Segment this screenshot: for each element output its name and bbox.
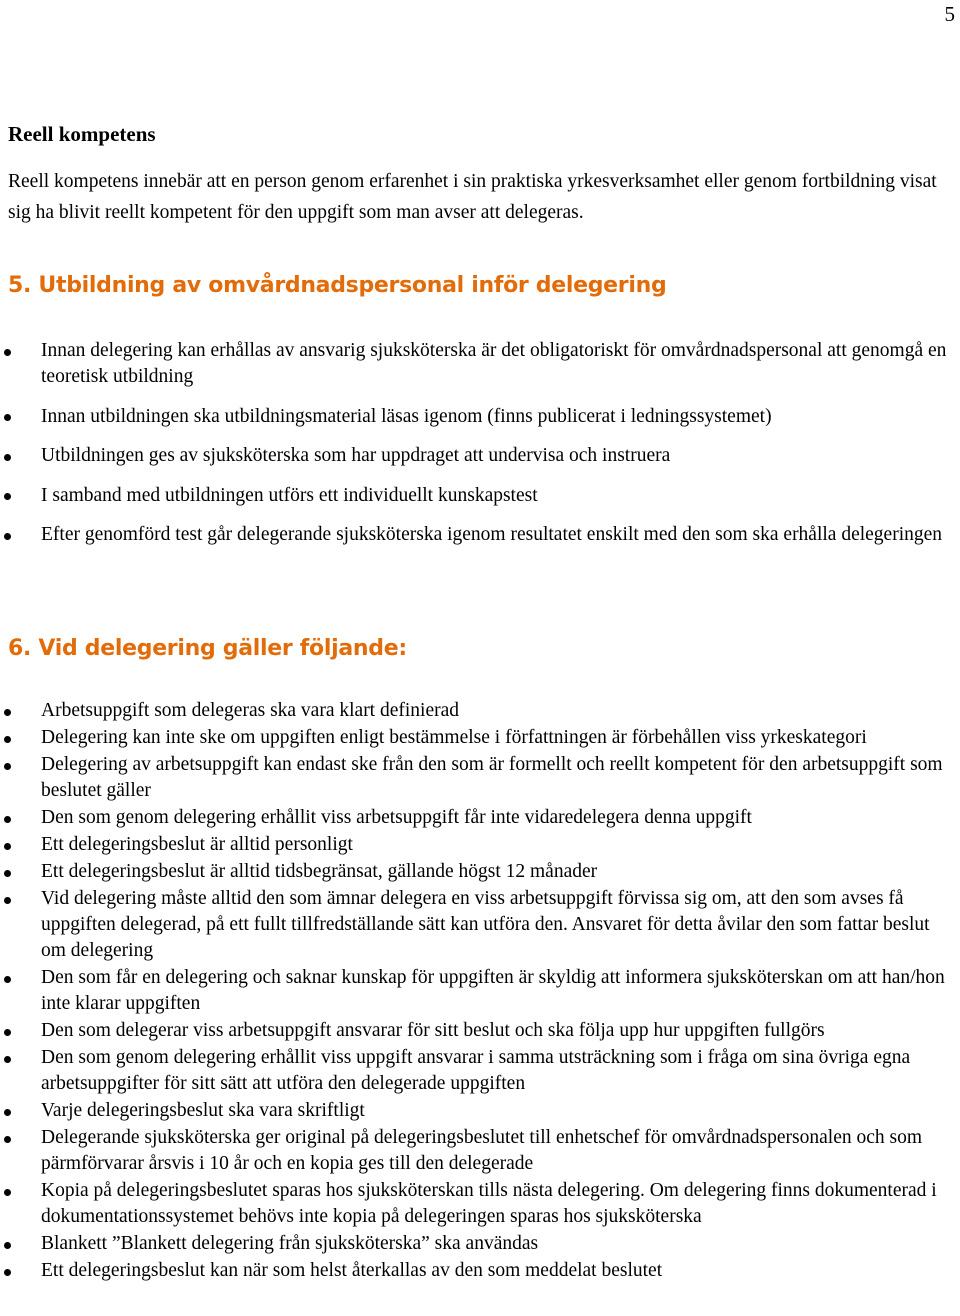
bullet-icon (4, 843, 11, 850)
list-item-text: Den som genom delegering erhållit viss uppgift ansvarar i samma utsträckning som i fråga om sina övriga egna arbetsuppgifter för sitt sätt att utföra den delegerade uppgiften (41, 1047, 911, 1094)
list-item (0, 832, 958, 858)
list-item-text: Ett delegeringsbeslut kan när som helst återkallas av den som meddelat beslutet (41, 1260, 663, 1281)
reell-kompetens-heading: Reell kompetens (8, 122, 156, 146)
bullet-icon (4, 1189, 11, 1196)
bullet-icon (4, 897, 11, 904)
list-item-text: Efter genomförd test går delegerande sjuksköterska igenom resultatet enskilt med den som ska erhålla delegeringen (41, 524, 943, 545)
bullet-icon (4, 1109, 11, 1116)
list-item (0, 965, 958, 1017)
list-item (0, 725, 958, 751)
list-item-text: Vid delegering måste alltid den som ämnar delegera en viss arbetsuppgift förvissa sig om, att den som avses få uppgiften delegerad, på ett fullt tillfredställande sätt kan utföra den. Ansvaret för detta åvilar den som fattar beslut om delegering (41, 888, 930, 961)
list-item (0, 1125, 958, 1177)
list-item-text: Arbetsuppgift som delegeras ska vara klart definierad (41, 700, 460, 721)
list-item-text: Utbildningen ges av sjuksköterska som har uppdraget att undervisa och instruera (41, 445, 671, 466)
list-item-text: Ett delegeringsbeslut är alltid personligt (41, 834, 353, 855)
bullet-icon (4, 1269, 11, 1276)
list-item-text: Ett delegeringsbeslut är alltid tidsbegränsat, gällande högst 12 månader (41, 861, 598, 882)
list-item-text: Blankett ”Blankett delegering från sjuksköterska” ska användas (41, 1233, 539, 1254)
list-item-text: Delegerande sjuksköterska ger original på delegeringsbeslutet till enhetschef för omvårdnadspersonalen och som pärmförvarar årsvis i 10 år och en kopia ges till den delegerade (41, 1127, 923, 1174)
list-item (0, 1045, 958, 1097)
bullet-icon (4, 736, 11, 743)
list-item (0, 1018, 958, 1044)
list-item (0, 886, 958, 964)
bullet-icon (4, 493, 11, 500)
list-item-text: Innan utbildningen ska utbildningsmaterial läsas igenom (finns publicerat i ledningssystemet) (41, 405, 772, 427)
bullet-icon (4, 414, 11, 421)
list-item-text: Innan delegering kan erhållas av ansvarig sjuksköterska är det obligatoriskt för omvårdnadspersonal att genomgå en teoretisk utbildning (41, 340, 947, 387)
section-5-list (0, 338, 958, 562)
list-item (0, 443, 958, 469)
bullet-icon (4, 454, 11, 461)
bullet-icon (4, 763, 11, 770)
list-item-text: Delegering kan inte ske om uppgiften enligt bestämmelse i författningen är förbehållen viss yrkeskategori (41, 727, 867, 748)
list-item (0, 752, 958, 804)
list-item-text: Varje delegeringsbeslut ska vara skriftligt (41, 1100, 365, 1121)
bullet-icon (4, 1029, 11, 1036)
section-5-heading: 5. Utbildning av omvårdnadspersonal inför delegering (8, 273, 667, 298)
list-item-text: Den som delegerar viss arbetsuppgift ansvarar för sitt beslut och ska följa upp hur uppgiften fullgörs (41, 1020, 825, 1041)
bullet-icon (4, 1136, 11, 1143)
bullet-icon (4, 976, 11, 983)
bullet-icon (4, 533, 11, 540)
list-item-text: Den som genom delegering erhållit viss arbetsuppgift får inte vidaredelegera denna uppgift (41, 807, 752, 828)
list-item (0, 338, 958, 390)
list-item (0, 404, 958, 430)
list-item-text: Den som får en delegering och saknar kunskap för uppgiften är skyldig att informera sjuksköterskan om att han/hon inte klarar uppgiften (41, 967, 945, 1014)
list-item-text: Kopia på delegeringsbeslutet sparas hos sjuksköterskan tills nästa delegering. Om delegering finns dokumenterad i dokumentationssystemet behövs inte kopia på delegeringen sparas hos sjuksköterska (41, 1180, 937, 1227)
list-item-text: Delegering av arbetsuppgift kan endast ske från den som är formellt och reellt kompetent för den arbetsuppgift som beslutet gäller (41, 754, 943, 801)
bullet-icon (4, 709, 11, 716)
bullet-icon (4, 1056, 11, 1063)
list-item (0, 698, 958, 724)
list-item (0, 483, 958, 509)
section-6-heading: 6. Vid delegering gäller följande: (8, 636, 407, 661)
page-number: 5 (944, 2, 955, 26)
bullet-icon (4, 870, 11, 877)
section-6-list (0, 698, 958, 1285)
list-item-text: I samband med utbildningen utförs ett individuellt kunskapstest (41, 484, 538, 506)
list-item (0, 1231, 958, 1257)
bullet-icon (4, 1242, 11, 1249)
list-item (0, 805, 958, 831)
list-item (0, 522, 958, 548)
reell-kompetens-paragraph: Reell kompetens innebär att en person genom erfarenhet i sin praktiska yrkesverksamhet eller genom fortbildning visat sig ha blivit reellt kompetent för den uppgift som man avser att delegeras. (8, 171, 937, 223)
list-item (0, 1098, 958, 1124)
list-item (0, 1258, 958, 1284)
list-item (0, 1178, 958, 1230)
bullet-icon (4, 349, 11, 356)
bullet-icon (4, 816, 11, 823)
list-item (0, 859, 958, 885)
